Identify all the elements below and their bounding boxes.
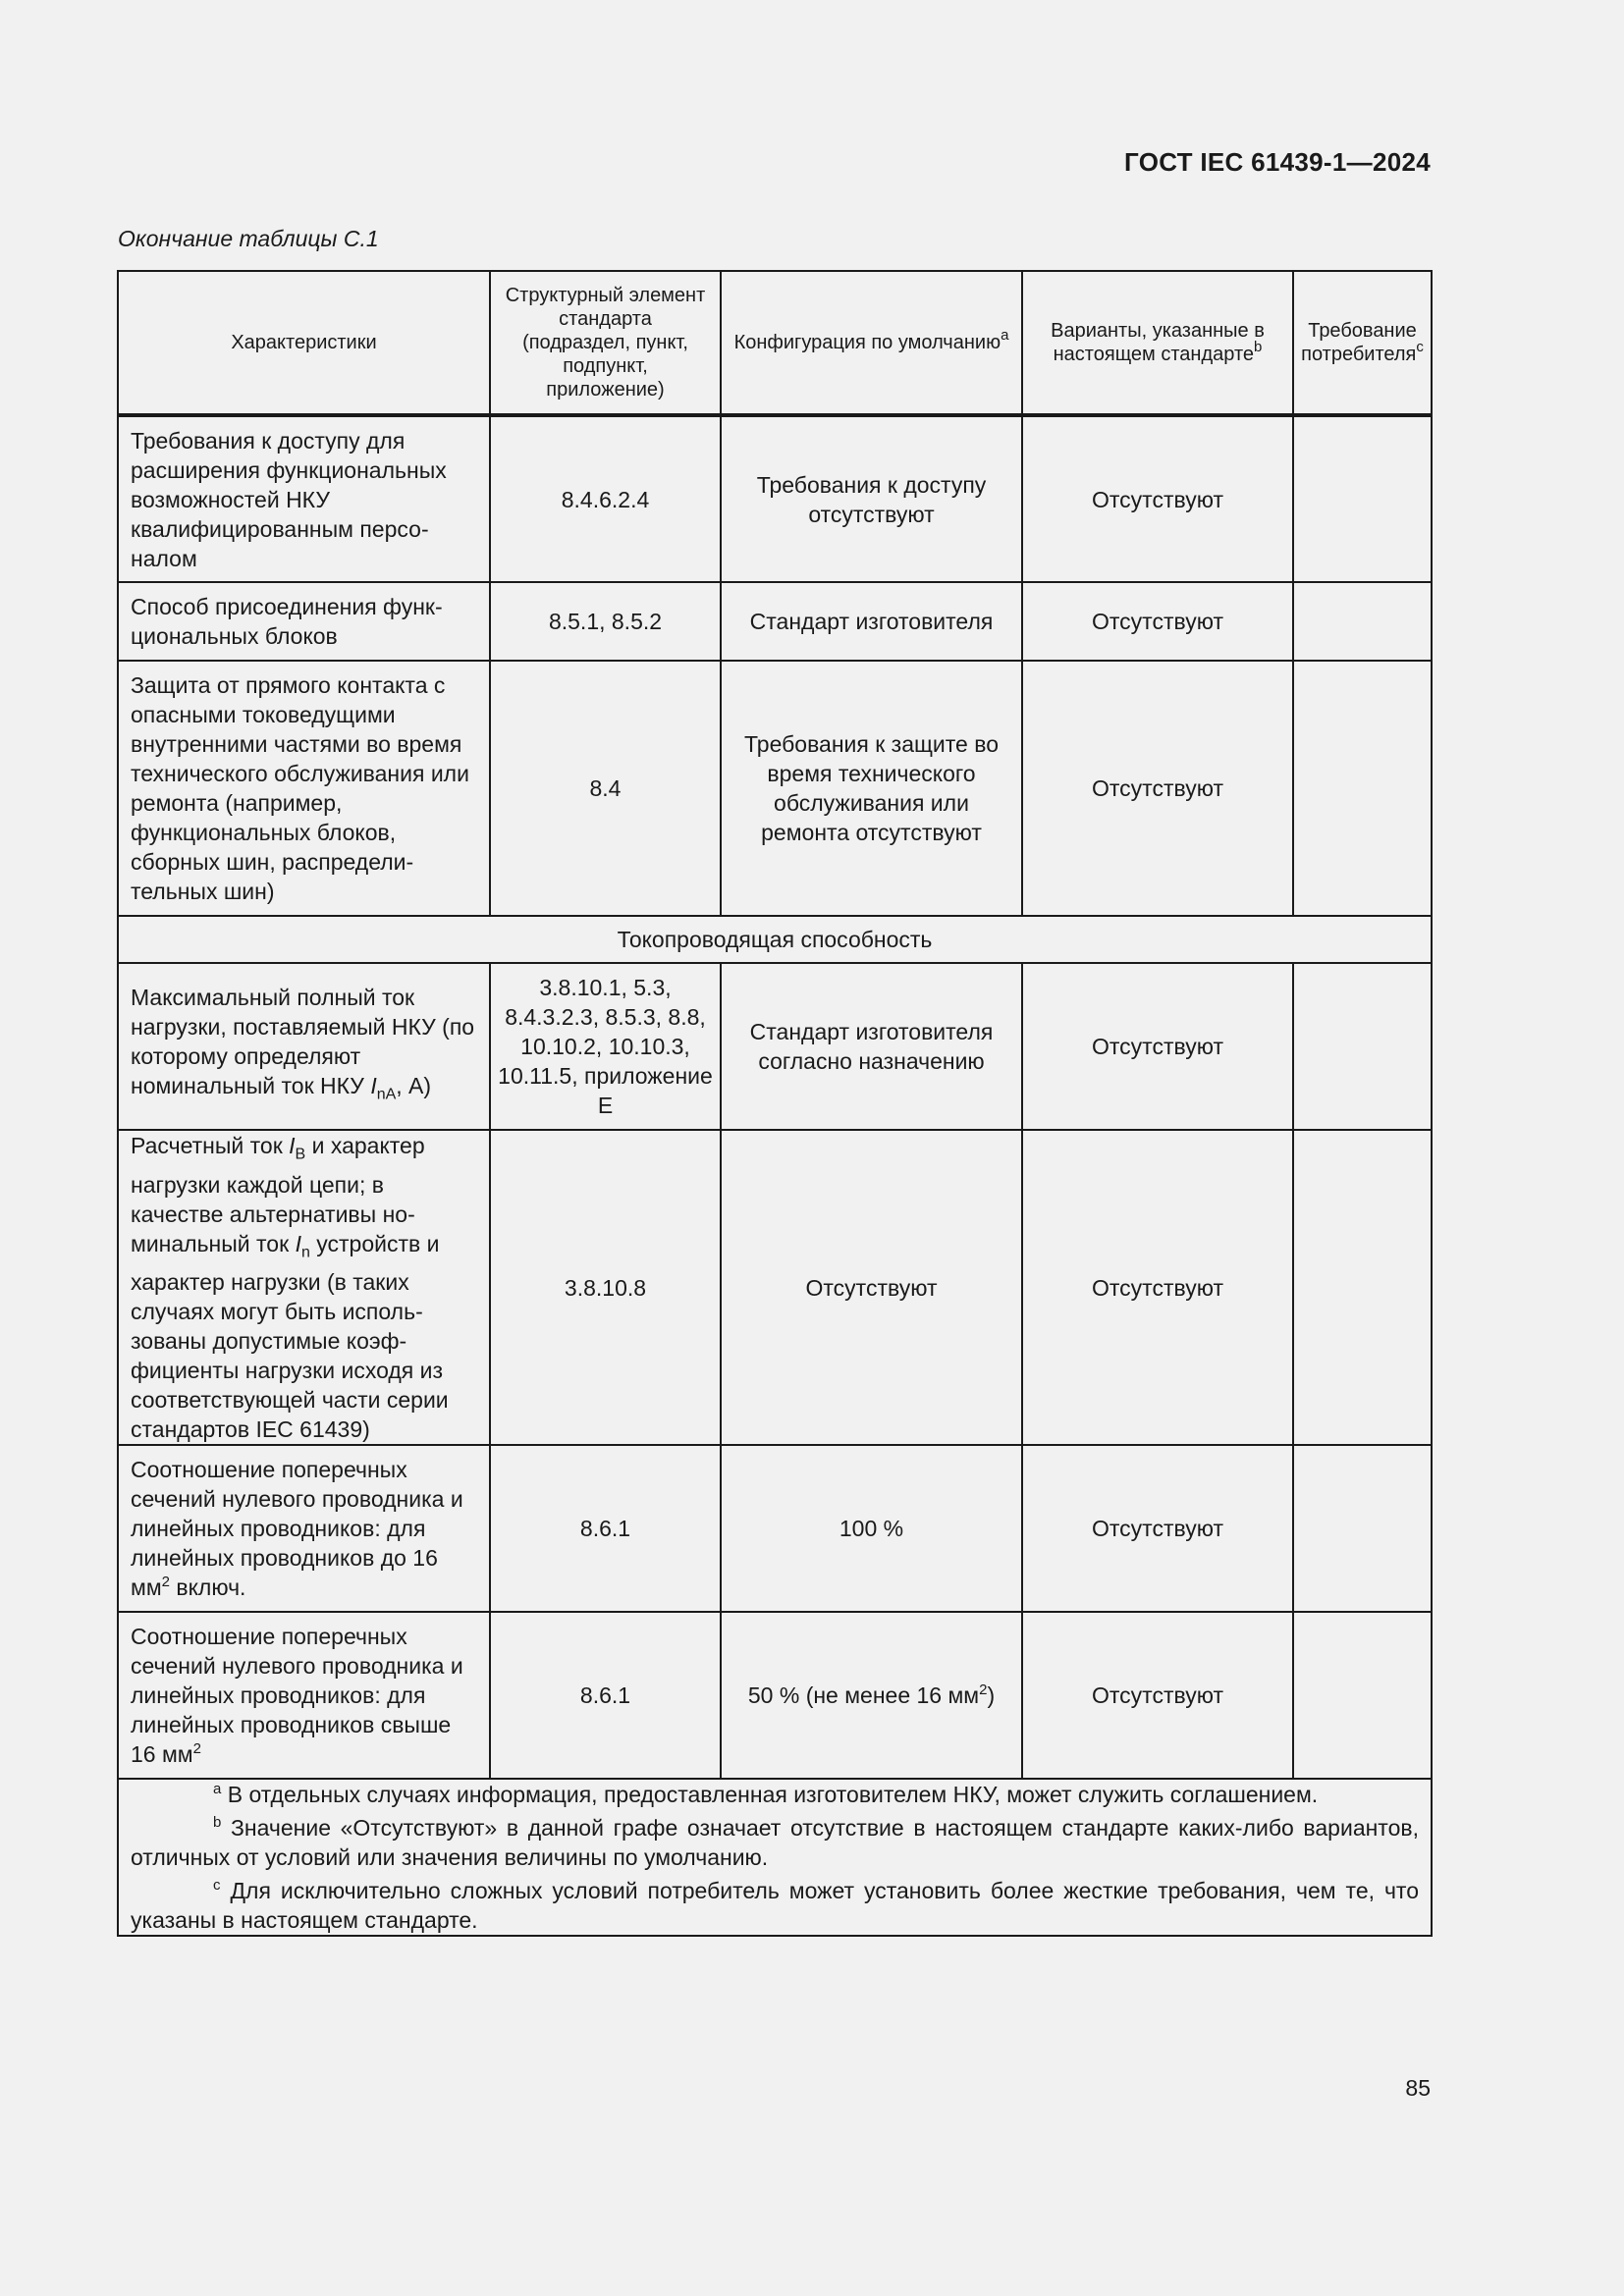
table-row [118, 582, 1432, 661]
row-characteristic: Требования к доступу для расширения функциональных возможностей НКУ квалифицированным персоналом [118, 415, 490, 582]
row-characteristic: Соотношение поперечных сечений нулевого проводника и линейных проводников: для линейных проводников до 16 $мм^2$ включ. [118, 1445, 490, 1612]
header-user-requirement: Требование потребителя$^c$ [1293, 271, 1432, 415]
row-variants: Отсутствуют [1022, 1612, 1293, 1779]
row-element: 8.4 [490, 661, 721, 916]
row-element: 3.8.10.1, 5.3, 8.4.3.2.3, 8.5.3, 8.8, 10.10.2, 10.10.3, 10.11.5, приложение Е [490, 963, 721, 1130]
row-requirement [1293, 582, 1432, 661]
document-header: ГОСТ IEC 61439-1—2024 [1124, 147, 1431, 177]
row-default: Отсутствуют [721, 1130, 1022, 1445]
row-characteristic: Способ присоединения функциональных блоков [118, 582, 490, 661]
row-element: 8.6.1 [490, 1612, 721, 1779]
table-row [118, 415, 1432, 582]
table-caption: Окончание таблицы С.1 [118, 226, 379, 251]
table-row [118, 1445, 1432, 1612]
table-row [118, 1612, 1432, 1779]
row-default: 100 % [721, 1445, 1022, 1612]
section-title: Токопроводящая способность [118, 916, 1432, 963]
row-characteristic: Максимальный полный ток нагрузки, поставляемый НКУ (по которому определяют номинальный ток НКУ $I_{nA}$, А) [118, 963, 490, 1130]
section-row [118, 916, 1432, 963]
footnotes [118, 1779, 1432, 1936]
header-variants: Варианты, указанные в настоящем стандарте$^b$ [1022, 271, 1293, 415]
row-requirement [1293, 1445, 1432, 1612]
row-characteristic: Расчетный ток $I_B$ и характер нагрузки каждой цепи; в качестве альтернативы номинальный ток $I_n$ устройств и характер нагрузки (в таких случаях могут быть использованы допустимые коэффициенты нагрузки исходя из соответствующей части серии стандартов IEC 61439) [118, 1130, 490, 1445]
row-element: 8.4.6.2.4 [490, 415, 721, 582]
row-variants: Отсутствуют [1022, 582, 1293, 661]
footnote-mark: a [1001, 327, 1009, 345]
footnotes-row [118, 1779, 1432, 1936]
requirements-table [117, 270, 1433, 1937]
row-characteristic: Соотношение поперечных сечений нулевого проводника и линейных проводников: для линейных проводников свыше 16 $мм^2$ [118, 1612, 490, 1779]
row-variants: Отсутствуют [1022, 1130, 1293, 1445]
table-row [118, 963, 1432, 1130]
row-default: Стандарт изготовителя [721, 582, 1022, 661]
footnote-mark: c [1416, 339, 1424, 356]
row-default: Требования к защите во время технического обслуживания или ремонта отсутствуют [721, 661, 1022, 916]
row-requirement [1293, 963, 1432, 1130]
row-requirement [1293, 661, 1432, 916]
footnote-mark: b [1254, 339, 1263, 356]
row-default: Требования к доступу отсутствуют [721, 415, 1022, 582]
row-requirement [1293, 1612, 1432, 1779]
row-variants: Отсутствуют [1022, 963, 1293, 1130]
row-characteristic: Защита от прямого контакта с опасными токоведущими внутренними частями во время технического обслуживания или ремонта (например, функциональных блоков, сборных шин, распределительных шин) [118, 661, 490, 916]
footnote-a: $^a$ В отдельных случаях информация, предоставленная изготовителем НКУ, может служить соглашением. [213, 1780, 1319, 1808]
header-structural-element: Структурный элемент стандарта (подраздел, пункт, подпункт, приложение) [490, 271, 721, 415]
row-variants: Отсутствуют [1022, 1445, 1293, 1612]
row-default: Стандарт изготовителя согласно назначению [721, 963, 1022, 1130]
row-requirement [1293, 415, 1432, 582]
header-default-config: Конфигурация по умолчанию$^a$ [721, 271, 1022, 415]
row-element: 3.8.10.8 [490, 1130, 721, 1445]
header-characteristics: Характеристики [118, 271, 490, 415]
table-row [118, 1130, 1432, 1445]
row-element: 8.6.1 [490, 1445, 721, 1612]
row-default: 50 % (не менее 16 $мм^2$) [721, 1612, 1022, 1779]
row-variants: Отсутствуют [1022, 661, 1293, 916]
row-element: 8.5.1, 8.5.2 [490, 582, 721, 661]
row-variants: Отсутствуют [1022, 415, 1293, 582]
row-requirement [1293, 1130, 1432, 1445]
footnote-b: $^b$ Значение «Отсутствуют» в данной графе означает отсутствие в настоящем стандарте каких-либо вариантов, отличных от условий или значения величины по умолчанию. [131, 1813, 1419, 1871]
table-row [118, 661, 1432, 916]
table-header-row [118, 271, 1432, 415]
page-number: 85 [1405, 2075, 1431, 2101]
footnote-c: $^c$ Для исключительно сложных условий потребитель может установить более жесткие требования, чем те, что указаны в настоящем стандарте. [131, 1876, 1419, 1934]
